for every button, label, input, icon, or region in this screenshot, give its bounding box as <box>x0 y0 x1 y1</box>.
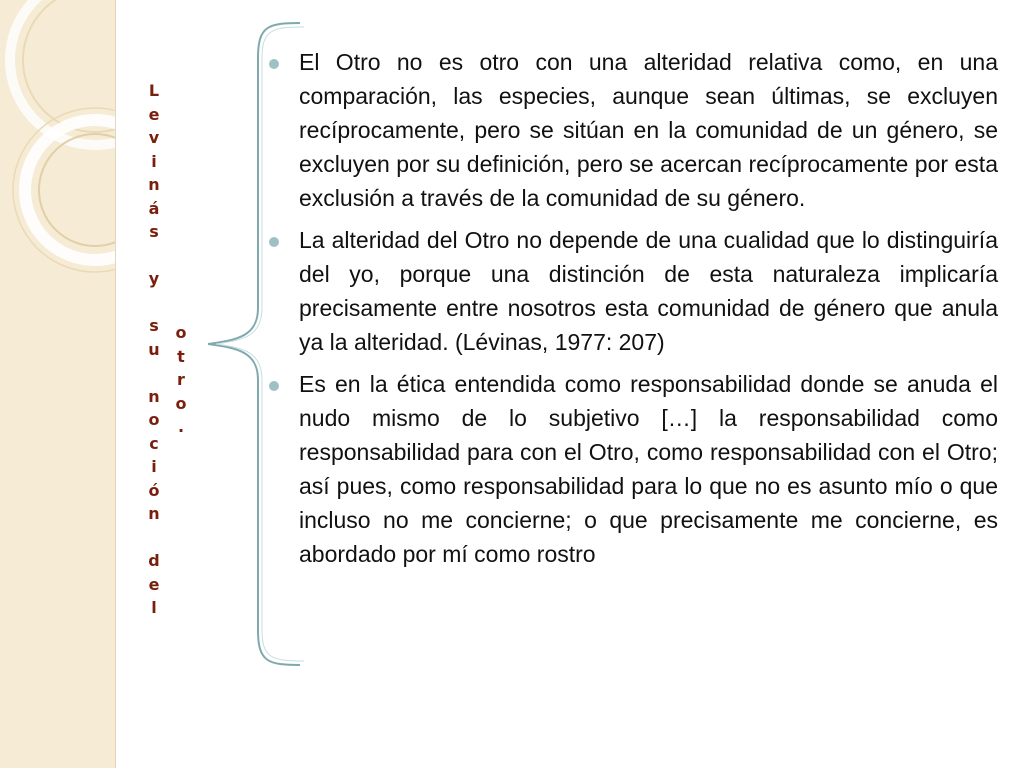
title-letter: u <box>148 339 160 359</box>
title-letter <box>143 291 165 315</box>
bullet-item <box>262 367 998 571</box>
title-letter: v <box>148 128 160 147</box>
title-letter: á <box>148 198 160 218</box>
bullet-dot-icon <box>269 381 279 391</box>
title-letter: r <box>177 370 185 389</box>
title-letter: i <box>151 457 157 476</box>
bullet-text: El Otro no es otro con una alteridad relativa como, en una comparación, las especies, aunque sean últimas, se excluyen recíprocamente, pero se sitúan en la comunidad de un género, se excluyen por su definición, pero se acercan recíprocamente por esta exclusión a través de la comunidad de su género. <box>299 49 998 211</box>
title-letter: y <box>148 269 160 288</box>
bullet-text: La alteridad del Otro no depende de una cualidad que lo distinguiría del yo, porque una distinción de esta naturaleza implicaría precisamente entre nosotros esta comunidad de género que anula ya la alteridad. (Lévinas, 1977: 207) <box>299 227 998 355</box>
bullet-dot-icon <box>269 237 279 247</box>
title-letter <box>143 244 165 268</box>
decorative-sidebar <box>0 0 116 768</box>
bullet-text: Es en la ética entendida como responsabilidad donde se anuda el nudo mismo de lo subjetivo […] la responsabilidad como responsabilidad para con el Otro, como responsabilidad con el Otro; así pues, como responsabilidad para lo que no es asunto mío o que incluso no me concierne; o que precisamente me concierne, es abordado por mí como rostro <box>299 371 998 567</box>
slide-title-column-2 <box>170 321 192 439</box>
title-letter: ó <box>148 480 160 500</box>
title-letter: s <box>149 222 159 241</box>
title-letter: i <box>151 151 157 171</box>
slide-title-column-1 <box>143 79 165 620</box>
title-letter: o <box>148 410 160 429</box>
title-letter: n <box>148 504 160 523</box>
decorative-circles <box>0 0 115 768</box>
title-letter: t <box>177 346 185 366</box>
title-letter <box>143 526 165 550</box>
title-letter: L <box>148 81 160 100</box>
title-letter: e <box>148 104 160 124</box>
title-letter: s <box>149 316 159 335</box>
bullet-list <box>262 45 998 579</box>
title-letter: o <box>175 323 187 342</box>
bullet-item <box>262 223 998 359</box>
title-letter: n <box>148 175 160 194</box>
title-letter: e <box>148 574 160 594</box>
title-letter: . <box>177 417 185 436</box>
title-letter: n <box>148 386 160 406</box>
bullet-dot-icon <box>269 59 279 69</box>
title-letter <box>143 361 165 385</box>
title-letter: l <box>151 598 157 617</box>
bullet-item <box>262 45 998 215</box>
title-letter: d <box>148 551 160 570</box>
title-letter: c <box>149 433 159 453</box>
title-letter: o <box>175 393 187 413</box>
